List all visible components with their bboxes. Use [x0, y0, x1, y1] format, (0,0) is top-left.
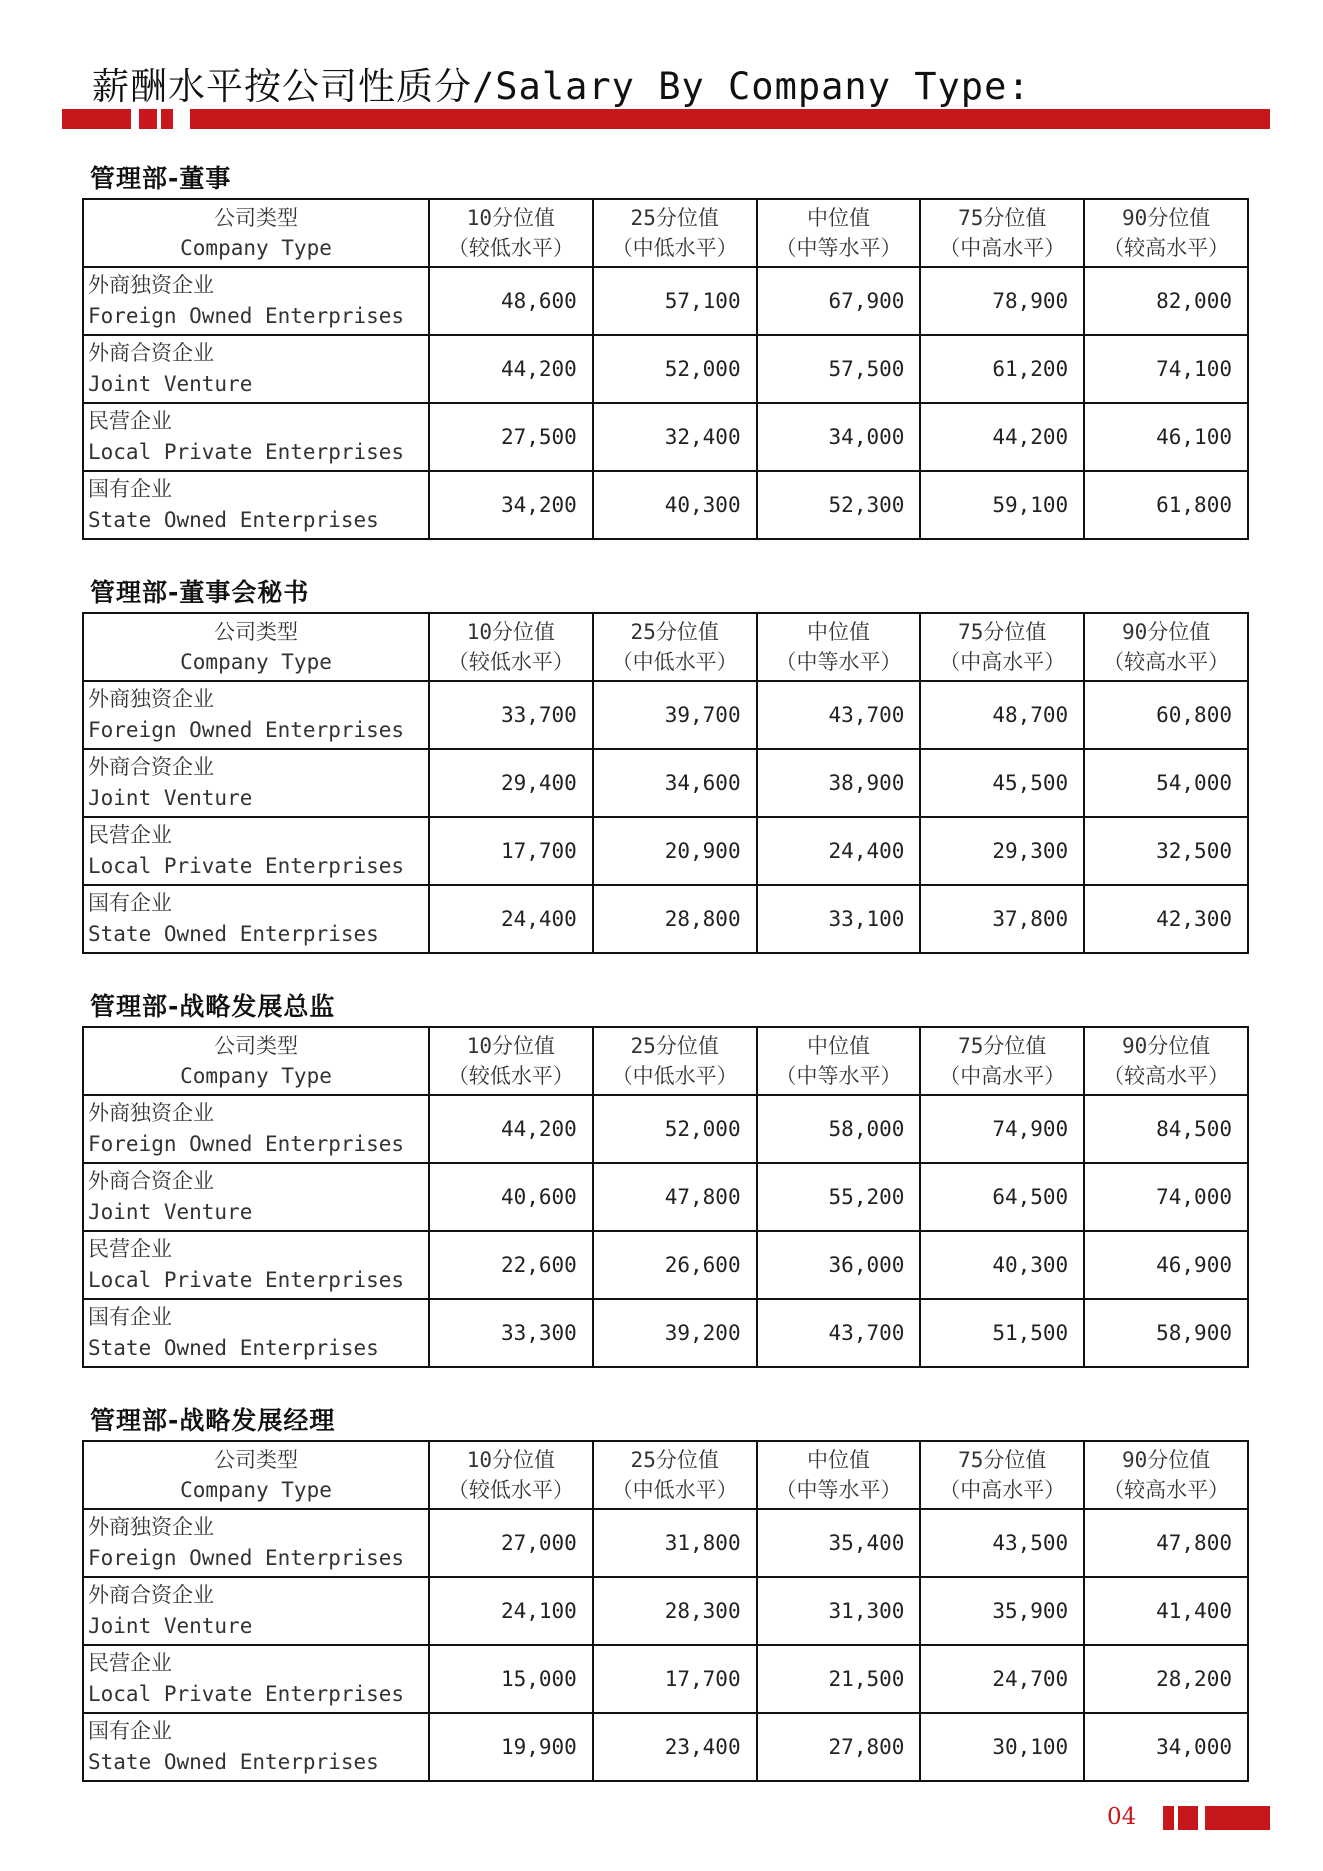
header-level-label: （较低水平） — [447, 1064, 574, 1088]
salary-value-p10: 17,700 — [429, 817, 593, 885]
salary-value-p75: 30,100 — [920, 1713, 1084, 1781]
salary-value-p90: 32,500 — [1084, 817, 1248, 885]
salary-value-p90: 74,100 — [1084, 335, 1248, 403]
salary-value-p50: 34,000 — [757, 403, 921, 471]
header-p75 — [920, 199, 1084, 267]
company-type-en: Local Private Enterprises — [88, 440, 405, 464]
table-row — [83, 749, 1248, 817]
salary-value-p90: 58,900 — [1084, 1299, 1248, 1367]
footer-rule-right — [1205, 1806, 1270, 1830]
salary-value-p10: 40,600 — [429, 1163, 593, 1231]
company-type-cell — [83, 471, 429, 539]
salary-value-p25: 28,800 — [593, 885, 757, 953]
company-type-zh: 外商合资企业 — [88, 341, 214, 365]
header-percentile-label: 10分位值 — [466, 206, 556, 230]
header-company-type — [83, 199, 429, 267]
salary-value-p90: 60,800 — [1084, 681, 1248, 749]
company-type-en: State Owned Enterprises — [88, 1750, 379, 1774]
header-level-label: （中低水平） — [611, 1064, 738, 1088]
salary-value-p10: 27,000 — [429, 1509, 593, 1577]
salary-value-p90: 61,800 — [1084, 471, 1248, 539]
header-level-label: （中等水平） — [775, 236, 902, 260]
salary-value-p50: 52,300 — [757, 471, 921, 539]
salary-value-p75: 48,700 — [920, 681, 1084, 749]
salary-table — [82, 612, 1249, 954]
salary-section — [82, 160, 1247, 540]
company-type-zh: 国有企业 — [88, 1305, 172, 1329]
header-level-label: （中低水平） — [611, 236, 738, 260]
salary-value-p25: 47,800 — [593, 1163, 757, 1231]
header-percentile-label: 10分位值 — [466, 1034, 556, 1058]
company-type-en: Foreign Owned Enterprises — [88, 718, 405, 742]
header-percentile-label: 75分位值 — [958, 1034, 1047, 1058]
header-level-label: （中高水平） — [939, 650, 1066, 674]
company-type-en: Joint Venture — [88, 1200, 253, 1224]
salary-value-p10: 22,600 — [429, 1231, 593, 1299]
table-row — [83, 1713, 1248, 1781]
salary-section — [82, 988, 1247, 1368]
salary-value-p50: 35,400 — [757, 1509, 921, 1577]
salary-value-p25: 32,400 — [593, 403, 757, 471]
header-percentile-label: 中位值 — [806, 1034, 870, 1058]
company-type-zh: 国有企业 — [88, 477, 172, 501]
header-company-type — [83, 1027, 429, 1095]
company-type-zh: 民营企业 — [88, 1651, 172, 1675]
salary-value-p50: 21,500 — [757, 1645, 921, 1713]
salary-value-p50: 43,700 — [757, 681, 921, 749]
header-level-label: （中等水平） — [775, 1064, 902, 1088]
salary-value-p10: 19,900 — [429, 1713, 593, 1781]
company-type-zh: 国有企业 — [88, 891, 172, 915]
header-percentile-label: 90分位值 — [1121, 1034, 1211, 1058]
salary-value-p90: 84,500 — [1084, 1095, 1248, 1163]
header-p50 — [757, 1441, 921, 1509]
salary-value-p25: 39,200 — [593, 1299, 757, 1367]
salary-value-p75: 51,500 — [920, 1299, 1084, 1367]
salary-value-p90: 42,300 — [1084, 885, 1248, 953]
salary-table — [82, 1026, 1249, 1368]
salary-value-p90: 28,200 — [1084, 1645, 1248, 1713]
salary-value-p10: 44,200 — [429, 335, 593, 403]
company-type-zh: 民营企业 — [88, 409, 172, 433]
header-label-zh: 公司类型 — [214, 206, 298, 230]
header-level-label: （中等水平） — [775, 650, 902, 674]
header-rule-block-2 — [161, 109, 173, 129]
salary-value-p75: 61,200 — [920, 335, 1084, 403]
company-type-cell — [83, 817, 429, 885]
salary-value-p50: 38,900 — [757, 749, 921, 817]
header-level-label: （较低水平） — [447, 1478, 574, 1502]
table-row — [83, 267, 1248, 335]
table-row — [83, 817, 1248, 885]
company-type-en: Joint Venture — [88, 1614, 253, 1638]
salary-value-p50: 33,100 — [757, 885, 921, 953]
table-header-row — [83, 199, 1248, 267]
company-type-zh: 外商合资企业 — [88, 755, 214, 779]
table-row — [83, 335, 1248, 403]
header-level-label: （较低水平） — [447, 650, 574, 674]
header-percentile-label: 75分位值 — [958, 1448, 1047, 1472]
salary-value-p25: 31,800 — [593, 1509, 757, 1577]
company-type-zh: 民营企业 — [88, 1237, 172, 1261]
salary-value-p90: 47,800 — [1084, 1509, 1248, 1577]
header-percentile-label: 25分位值 — [630, 1034, 719, 1058]
salary-value-p10: 48,600 — [429, 267, 593, 335]
salary-value-p50: 24,400 — [757, 817, 921, 885]
salary-section — [82, 1402, 1247, 1782]
company-type-cell — [83, 267, 429, 335]
company-type-cell — [83, 1713, 429, 1781]
salary-value-p25: 52,000 — [593, 1095, 757, 1163]
table-row — [83, 681, 1248, 749]
salary-value-p75: 43,500 — [920, 1509, 1084, 1577]
salary-value-p50: 36,000 — [757, 1231, 921, 1299]
company-type-en: Foreign Owned Enterprises — [88, 1132, 405, 1156]
salary-value-p75: 78,900 — [920, 267, 1084, 335]
salary-value-p50: 58,000 — [757, 1095, 921, 1163]
header-level-label: （中等水平） — [775, 1478, 902, 1502]
header-p50 — [757, 1027, 921, 1095]
salary-value-p50: 27,800 — [757, 1713, 921, 1781]
salary-value-p50: 57,500 — [757, 335, 921, 403]
page-title: 薪酬水平按公司性质分/Salary By Company Type: — [92, 65, 1031, 108]
section-title: 管理部-战略发展经理 — [90, 1406, 336, 1435]
salary-value-p25: 52,000 — [593, 335, 757, 403]
salary-value-p90: 82,000 — [1084, 267, 1248, 335]
salary-value-p90: 46,100 — [1084, 403, 1248, 471]
header-level-label: （较高水平） — [1103, 1064, 1230, 1088]
header-level-label: （中低水平） — [611, 1478, 738, 1502]
header-level-label: （较高水平） — [1103, 236, 1230, 260]
company-type-cell — [83, 885, 429, 953]
header-p10 — [429, 1441, 593, 1509]
header-p10 — [429, 199, 593, 267]
section-title: 管理部-董事 — [90, 164, 232, 193]
header-p90 — [1084, 199, 1248, 267]
header-percentile-label: 中位值 — [806, 206, 870, 230]
header-label-en: Company Type — [180, 650, 332, 674]
salary-value-p50: 67,900 — [757, 267, 921, 335]
header-percentile-label: 90分位值 — [1121, 1448, 1211, 1472]
table-row — [83, 1299, 1248, 1367]
table-header-row — [83, 1027, 1248, 1095]
salary-value-p75: 45,500 — [920, 749, 1084, 817]
company-type-en: State Owned Enterprises — [88, 1336, 379, 1360]
company-type-en: State Owned Enterprises — [88, 508, 379, 532]
salary-value-p90: 46,900 — [1084, 1231, 1248, 1299]
header-p90 — [1084, 1027, 1248, 1095]
company-type-zh: 外商合资企业 — [88, 1583, 214, 1607]
header-p50 — [757, 199, 921, 267]
salary-value-p10: 33,700 — [429, 681, 593, 749]
header-level-label: （较低水平） — [447, 236, 574, 260]
company-type-zh: 外商独资企业 — [88, 273, 214, 297]
salary-value-p50: 43,700 — [757, 1299, 921, 1367]
header-percentile-label: 75分位值 — [958, 620, 1047, 644]
header-percentile-label: 10分位值 — [466, 1448, 556, 1472]
header-label-zh: 公司类型 — [214, 620, 298, 644]
salary-value-p75: 59,100 — [920, 471, 1084, 539]
company-type-cell — [83, 1645, 429, 1713]
company-type-cell — [83, 1299, 429, 1367]
header-p75 — [920, 1441, 1084, 1509]
header-label-en: Company Type — [180, 1478, 332, 1502]
table-row — [83, 1509, 1248, 1577]
salary-value-p25: 28,300 — [593, 1577, 757, 1645]
salary-value-p25: 17,700 — [593, 1645, 757, 1713]
salary-value-p75: 24,700 — [920, 1645, 1084, 1713]
table-row — [83, 1095, 1248, 1163]
header-p50 — [757, 613, 921, 681]
header-percentile-label: 中位值 — [806, 620, 870, 644]
table-header-row — [83, 1441, 1248, 1509]
salary-value-p25: 20,900 — [593, 817, 757, 885]
table-row — [83, 1231, 1248, 1299]
salary-value-p25: 26,600 — [593, 1231, 757, 1299]
header-level-label: （中高水平） — [939, 1064, 1066, 1088]
company-type-en: Local Private Enterprises — [88, 1682, 405, 1706]
header-percentile-label: 中位值 — [806, 1448, 870, 1472]
header-percentile-label: 25分位值 — [630, 1448, 719, 1472]
company-type-en: State Owned Enterprises — [88, 922, 379, 946]
company-type-zh: 国有企业 — [88, 1719, 172, 1743]
company-type-en: Foreign Owned Enterprises — [88, 1546, 405, 1570]
header-rule-left — [62, 109, 131, 129]
header-label-en: Company Type — [180, 1064, 332, 1088]
company-type-zh: 外商独资企业 — [88, 1101, 214, 1125]
header-percentile-label: 75分位值 — [958, 206, 1047, 230]
salary-value-p10: 27,500 — [429, 403, 593, 471]
header-level-label: （中低水平） — [611, 650, 738, 674]
company-type-zh: 外商合资企业 — [88, 1169, 214, 1193]
salary-value-p10: 24,400 — [429, 885, 593, 953]
table-row — [83, 1163, 1248, 1231]
salary-value-p10: 15,000 — [429, 1645, 593, 1713]
company-type-zh: 民营企业 — [88, 823, 172, 847]
header-p25 — [593, 613, 757, 681]
company-type-en: Local Private Enterprises — [88, 854, 405, 878]
table-row — [83, 1645, 1248, 1713]
salary-value-p75: 44,200 — [920, 403, 1084, 471]
salary-value-p25: 39,700 — [593, 681, 757, 749]
salary-table — [82, 1440, 1249, 1782]
company-type-zh: 外商独资企业 — [88, 687, 214, 711]
table-row — [83, 885, 1248, 953]
header-p25 — [593, 1027, 757, 1095]
salary-value-p25: 23,400 — [593, 1713, 757, 1781]
salary-value-p10: 33,300 — [429, 1299, 593, 1367]
header-rule-main — [190, 109, 1270, 129]
company-type-cell — [83, 1163, 429, 1231]
header-level-label: （中高水平） — [939, 1478, 1066, 1502]
header-level-label: （较高水平） — [1103, 1478, 1230, 1502]
company-type-cell — [83, 681, 429, 749]
header-label-zh: 公司类型 — [214, 1034, 298, 1058]
salary-value-p25: 40,300 — [593, 471, 757, 539]
header-percentile-label: 90分位值 — [1121, 206, 1211, 230]
header-percentile-label: 25分位值 — [630, 206, 719, 230]
salary-table — [82, 198, 1249, 540]
salary-value-p75: 29,300 — [920, 817, 1084, 885]
company-type-cell — [83, 335, 429, 403]
salary-value-p75: 37,800 — [920, 885, 1084, 953]
page-number: 04 — [1107, 1804, 1137, 1830]
salary-value-p25: 57,100 — [593, 267, 757, 335]
salary-value-p10: 34,200 — [429, 471, 593, 539]
salary-value-p90: 34,000 — [1084, 1713, 1248, 1781]
company-type-en: Foreign Owned Enterprises — [88, 304, 405, 328]
salary-value-p10: 44,200 — [429, 1095, 593, 1163]
header-level-label: （较高水平） — [1103, 650, 1230, 674]
header-percentile-label: 90分位值 — [1121, 620, 1211, 644]
company-type-cell — [83, 1509, 429, 1577]
salary-value-p75: 64,500 — [920, 1163, 1084, 1231]
table-row — [83, 1577, 1248, 1645]
header-company-type — [83, 1441, 429, 1509]
salary-value-p75: 40,300 — [920, 1231, 1084, 1299]
header-p10 — [429, 1027, 593, 1095]
salary-section — [82, 574, 1247, 954]
company-type-zh: 外商独资企业 — [88, 1515, 214, 1539]
section-title: 管理部-战略发展总监 — [90, 992, 336, 1021]
header-label-zh: 公司类型 — [214, 1448, 298, 1472]
salary-value-p10: 29,400 — [429, 749, 593, 817]
company-type-en: Joint Venture — [88, 786, 253, 810]
footer-rule-block-1 — [1163, 1806, 1174, 1830]
header-p10 — [429, 613, 593, 681]
company-type-cell — [83, 403, 429, 471]
header-p75 — [920, 613, 1084, 681]
header-p90 — [1084, 1441, 1248, 1509]
header-rule-block-1 — [139, 109, 157, 129]
header-label-en: Company Type — [180, 236, 332, 260]
salary-value-p50: 31,300 — [757, 1577, 921, 1645]
header-level-label: （中高水平） — [939, 236, 1066, 260]
table-row — [83, 471, 1248, 539]
header-company-type — [83, 613, 429, 681]
company-type-cell — [83, 749, 429, 817]
header-p90 — [1084, 613, 1248, 681]
salary-value-p75: 35,900 — [920, 1577, 1084, 1645]
company-type-en: Joint Venture — [88, 372, 253, 396]
company-type-en: Local Private Enterprises — [88, 1268, 405, 1292]
salary-value-p90: 74,000 — [1084, 1163, 1248, 1231]
salary-value-p90: 54,000 — [1084, 749, 1248, 817]
header-p25 — [593, 199, 757, 267]
company-type-cell — [83, 1577, 429, 1645]
section-title: 管理部-董事会秘书 — [90, 578, 310, 607]
salary-value-p90: 41,400 — [1084, 1577, 1248, 1645]
salary-value-p10: 24,100 — [429, 1577, 593, 1645]
salary-value-p25: 34,600 — [593, 749, 757, 817]
company-type-cell — [83, 1231, 429, 1299]
footer-rule-block-2 — [1178, 1806, 1198, 1830]
table-header-row — [83, 613, 1248, 681]
table-row — [83, 403, 1248, 471]
header-percentile-label: 10分位值 — [466, 620, 556, 644]
salary-value-p50: 55,200 — [757, 1163, 921, 1231]
salary-value-p75: 74,900 — [920, 1095, 1084, 1163]
company-type-cell — [83, 1095, 429, 1163]
header-percentile-label: 25分位值 — [630, 620, 719, 644]
header-p75 — [920, 1027, 1084, 1095]
header-p25 — [593, 1441, 757, 1509]
